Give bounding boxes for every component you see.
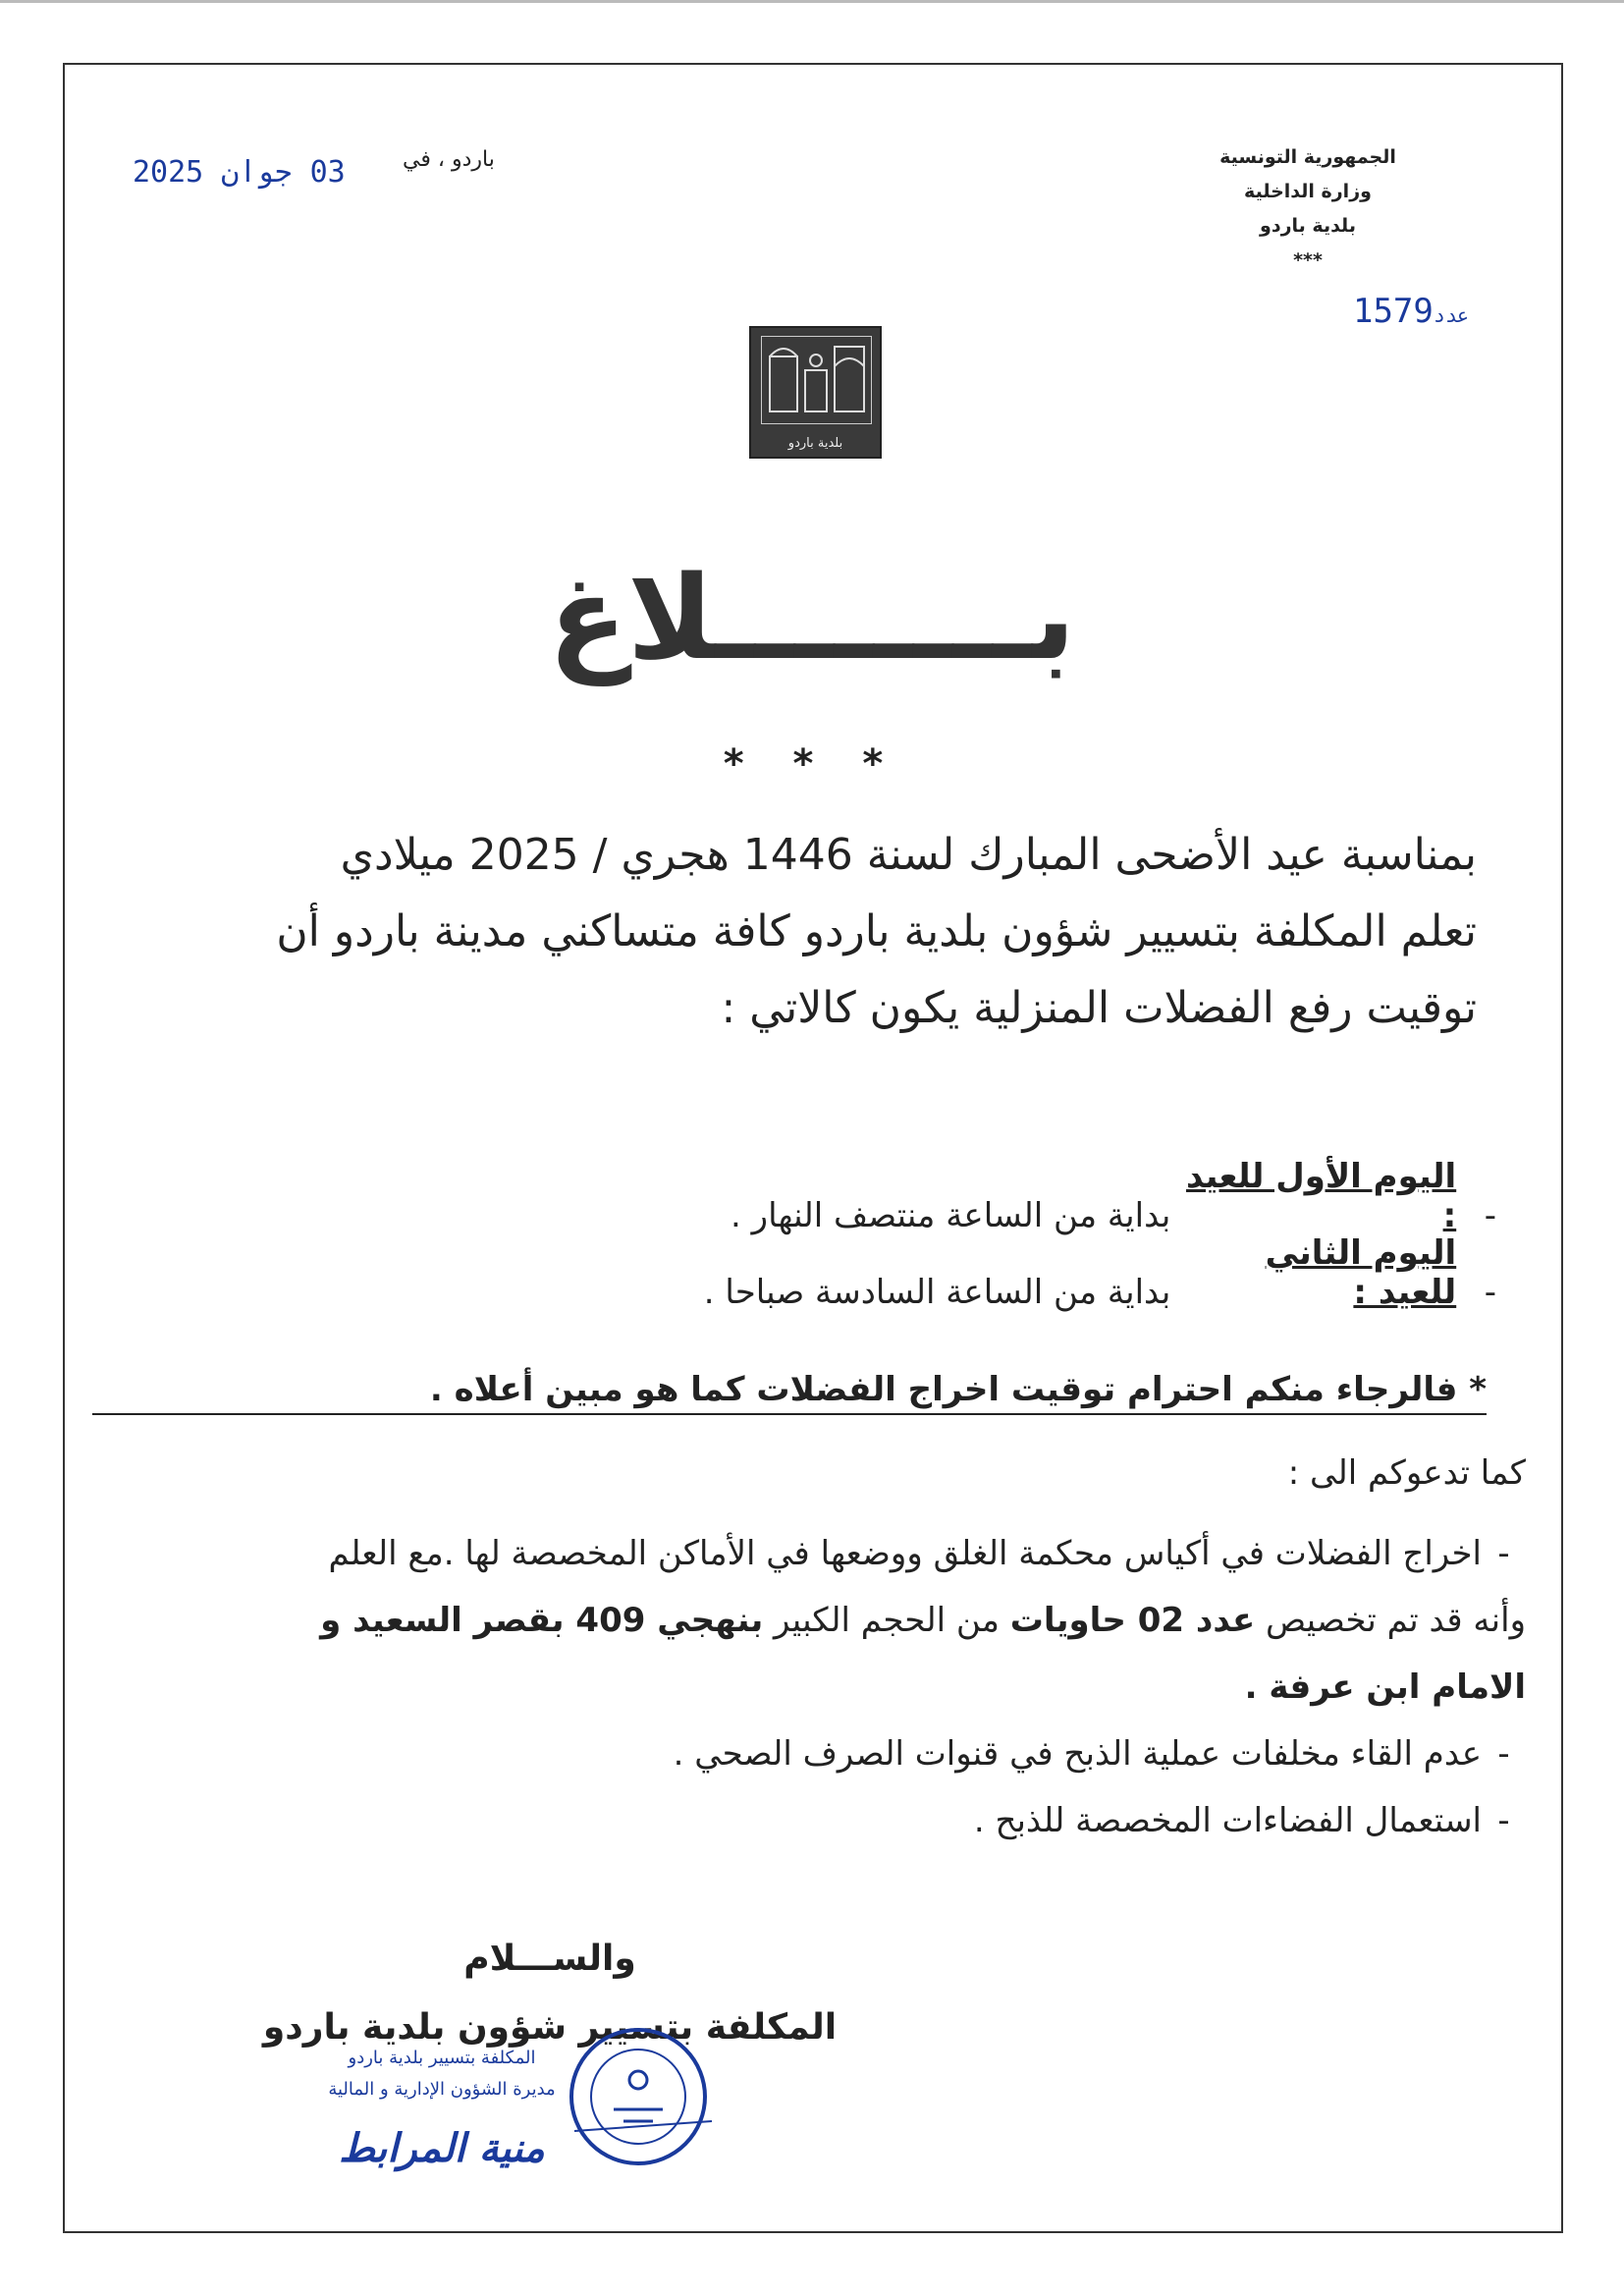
- reference-value: 1579: [1352, 292, 1434, 331]
- schedule-day: اليوم الأول للعيد :: [1186, 1157, 1457, 1235]
- stamp-line-2: مديرة الشؤون الإدارية و المالية: [328, 2079, 556, 2100]
- list-item-text: الامام ابن عرفة .: [1244, 1667, 1526, 1707]
- schedule-row-day2: [122, 1233, 1496, 1312]
- issue-date: 03 جوان 2025: [133, 155, 346, 190]
- schedule-dash: -: [1484, 1196, 1496, 1235]
- list-item: [102, 1787, 1526, 1854]
- municipality-logo: [749, 326, 882, 459]
- closing-block: [255, 1925, 844, 2062]
- intro-line-2: تعلم المكلفة بتسيير شؤون بلدية باردو كافة متساكني مدينة باردو أن: [276, 906, 1477, 957]
- handwritten-signature: منية المرابط: [339, 2126, 545, 2171]
- stamp-text: [304, 2043, 579, 2105]
- list-dash: -: [1497, 1534, 1510, 1573]
- list-item-text: اخراج الفضلات في أكياس محكمة الغلق ووضعها في الأماكن المخصصة لها .مع العلم: [328, 1534, 1482, 1573]
- text-part: وأنه قد تم تخصيص: [1266, 1601, 1526, 1640]
- list-item-continuation: [102, 1587, 1526, 1654]
- schedule-time: بداية من الساعة منتصف النهار .: [731, 1196, 1171, 1235]
- place-label: باردو ، في: [403, 147, 495, 172]
- text-bold: بنهجي 409 بقصر السعيد و: [320, 1601, 764, 1640]
- text-part: من الحجم الكبير: [774, 1601, 1000, 1640]
- salutation: والســـلام: [463, 1939, 636, 1979]
- letterhead: [1141, 140, 1475, 278]
- header-separator: ***: [1293, 249, 1323, 271]
- logo-emblem-icon: [761, 336, 872, 424]
- signatory-title: المكلفة بتسيير شؤون بلدية باردو: [262, 2007, 838, 2048]
- official-seal-icon: [565, 2023, 712, 2170]
- intro-line-1: بمناسبة عيد الأضحى المبارك لسنة 1446 هجري / 2025 ميلادي: [340, 830, 1477, 880]
- list-item-continuation: [102, 1654, 1526, 1721]
- list-dash: -: [1497, 1801, 1510, 1840]
- reference-number: [1353, 292, 1469, 331]
- reference-label: عدد: [1433, 303, 1469, 327]
- list-item-text: استعمال الفضاءات المخصصة للذبح .: [973, 1801, 1482, 1840]
- notice-line: * فالرجاء منكم احترام توقيت اخراج الفضلات كما هو مبين أعلاه .: [92, 1370, 1487, 1415]
- instructions-list: [102, 1520, 1526, 1854]
- list-dash: -: [1497, 1734, 1510, 1774]
- list-item-text: [102, 1587, 1526, 1654]
- list-item: [102, 1520, 1526, 1587]
- schedule-day: اليوم الثاني للعيد :: [1265, 1233, 1457, 1312]
- stamp-line-1: المكلفة بتسيير بلدية باردو: [348, 2048, 536, 2068]
- invite-line: كما تدعوكم الى :: [1287, 1453, 1526, 1493]
- intro-line-3: توقيت رفع الفضلات المنزلية يكون كالاتي :: [721, 983, 1477, 1033]
- schedule-dash: -: [1484, 1273, 1496, 1312]
- intro-paragraph: [102, 817, 1477, 1047]
- republic-name: الجمهورية التونسية: [1219, 146, 1396, 168]
- logo-caption: بلدية باردو: [787, 436, 843, 451]
- top-edge-line: [0, 0, 1624, 3]
- list-item-text: عدم القاء مخلفات عملية الذبح في قنوات الصرف الصحي .: [673, 1734, 1482, 1774]
- document-title: بــــــــلاغ: [548, 550, 1076, 685]
- text-bold: عدد 02 حاويات: [1009, 1601, 1256, 1640]
- ministry-name: وزارة الداخلية: [1244, 181, 1372, 202]
- municipality-name: بلدية باردو: [1260, 215, 1356, 237]
- title-stars: * * *: [723, 741, 901, 787]
- schedule-time: بداية من الساعة السادسة صباحا .: [703, 1273, 1171, 1312]
- schedule-row-day1: [122, 1157, 1496, 1235]
- list-item: [102, 1721, 1526, 1787]
